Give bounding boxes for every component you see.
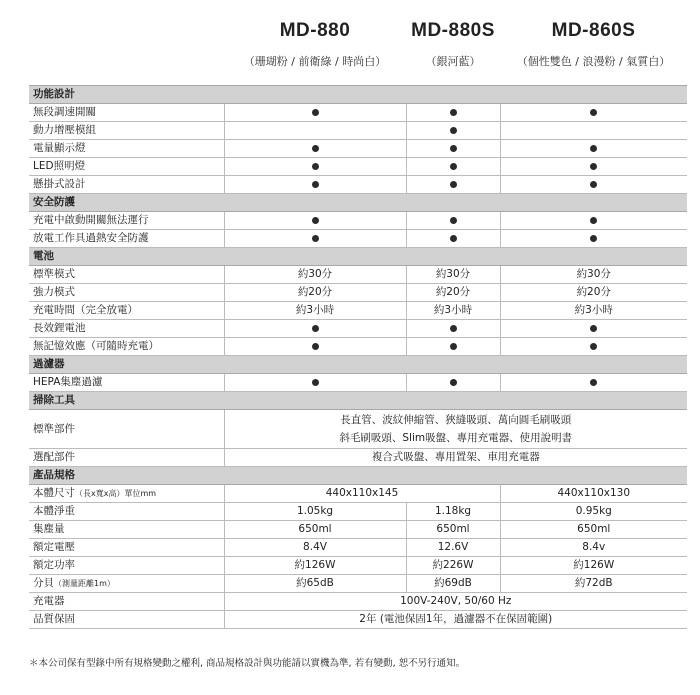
table-row [29, 176, 687, 194]
feature-dot [590, 181, 597, 188]
cell-value: 複合式吸盤、專用置架、車用充電器 [224, 449, 687, 467]
cell-value: 650ml [406, 521, 500, 539]
cell-value: 約20分 [406, 284, 500, 302]
row-label: 長效鋰電池 [29, 320, 224, 338]
cell-value: 8.4v [500, 539, 687, 557]
section-row [29, 248, 687, 266]
table-row [29, 521, 687, 539]
cell-value: 約65dB [224, 575, 406, 593]
cell-value: 2年 (電池保固1年，過濾器不在保固範圍) [224, 611, 687, 629]
model-colors: （珊瑚粉 / 前衛綠 / 時尚白） [243, 55, 387, 68]
row-label: 本體尺寸 [33, 487, 75, 499]
section-row [29, 392, 687, 410]
table-row [29, 503, 687, 521]
row-label: 動力增壓模組 [29, 122, 224, 140]
model-name: MD-880S [411, 20, 495, 41]
cell-value: 約30分 [406, 266, 500, 284]
section-row [29, 467, 687, 485]
model-name: MD-860S [551, 20, 636, 41]
row-label: 無記憶效應（可隨時充電） [29, 338, 224, 356]
feature-dot [450, 217, 457, 224]
table-row [29, 122, 687, 140]
row-label: 集塵量 [29, 521, 224, 539]
row-label: 懸掛式設計 [29, 176, 224, 194]
feature-dot [312, 379, 319, 386]
table-row [29, 575, 687, 593]
cell-value: 約126W [500, 557, 687, 575]
feature-dot [590, 235, 597, 242]
feature-dot [450, 127, 457, 134]
cell-value: 1.05kg [224, 503, 406, 521]
row-label: 無段調速開關 [29, 104, 224, 122]
row-label: 充電時間（完全放電） [29, 302, 224, 320]
cell-value: 440x110x145 [224, 485, 500, 503]
section-row [29, 86, 687, 104]
feature-dot [312, 109, 319, 116]
row-label: 分貝 [33, 577, 54, 589]
feature-dot [312, 343, 319, 350]
feature-dot [450, 163, 457, 170]
feature-dot [590, 325, 597, 332]
feature-dot [450, 145, 457, 152]
model-colors: （個性雙色 / 浪漫粉 / 氣質白） [516, 55, 671, 68]
cell-value: 440x110x130 [500, 485, 687, 503]
cell-value: 8.4V [224, 539, 406, 557]
section-tools: 掃除工具 [29, 392, 687, 410]
section-safety: 安全防護 [29, 194, 687, 212]
row-label: 充電器 [29, 593, 224, 611]
section-function: 功能設計 [29, 86, 687, 104]
table-row [29, 266, 687, 284]
section-row [29, 194, 687, 212]
table-row [29, 320, 687, 338]
table-row [29, 410, 687, 449]
table-row [29, 230, 687, 248]
row-label: 充電中啟動開關無法運行 [29, 212, 224, 230]
row-label: HEPA集塵過濾 [29, 374, 224, 392]
feature-dot [590, 163, 597, 170]
row-label: 品質保固 [29, 611, 224, 629]
table-row [29, 140, 687, 158]
feature-dot [590, 379, 597, 386]
cell-value: 12.6V [406, 539, 500, 557]
feature-dot [450, 379, 457, 386]
feature-dot [450, 325, 457, 332]
feature-dot [312, 235, 319, 242]
row-label-unit: （測量距離1m） [54, 579, 115, 588]
model-header [0, 16, 700, 76]
row-label: 本體淨重 [29, 503, 224, 521]
feature-dot [312, 325, 319, 332]
row-label-unit: （長x寬x高）單位mm [75, 489, 157, 498]
std-parts-line2: 斜毛刷吸頭、Slim吸盤、專用充電器、使用說明書 [339, 432, 573, 444]
cell-value: 0.95kg [500, 503, 687, 521]
table-row [29, 611, 687, 629]
table-row [29, 485, 687, 503]
feature-dot [590, 145, 597, 152]
cell-value: 約20分 [224, 284, 406, 302]
cell-value: 約3小時 [224, 302, 406, 320]
row-label: LED照明燈 [29, 158, 224, 176]
cell-value: 650ml [224, 521, 406, 539]
section-row [29, 356, 687, 374]
row-label: 放電工作具過熱安全防護 [29, 230, 224, 248]
model-md880s [406, 16, 500, 72]
table-row [29, 539, 687, 557]
row-label: 標準部件 [29, 410, 224, 449]
cell-value: 1.18kg [406, 503, 500, 521]
model-md880 [224, 16, 406, 72]
table-row [29, 212, 687, 230]
cell-value: 約30分 [224, 266, 406, 284]
table-row [29, 374, 687, 392]
section-filter: 過濾器 [29, 356, 687, 374]
section-battery: 電池 [29, 248, 687, 266]
cell-value: 約126W [224, 557, 406, 575]
table-row [29, 557, 687, 575]
feature-dot [450, 181, 457, 188]
cell-value: 約69dB [406, 575, 500, 593]
row-label: 額定功率 [29, 557, 224, 575]
row-label: 電量顯示燈 [29, 140, 224, 158]
model-colors: （銀河藍） [425, 55, 481, 68]
cell-value: 約3小時 [406, 302, 500, 320]
cell-value: 約30分 [500, 266, 687, 284]
cell-value: 約3小時 [500, 302, 687, 320]
feature-dot [590, 109, 597, 116]
feature-dot [312, 163, 319, 170]
row-label: 額定電壓 [29, 539, 224, 557]
cell-value: 100V-240V, 50/60 Hz [224, 593, 687, 611]
feature-dot [450, 109, 457, 116]
feature-dot [450, 235, 457, 242]
cell-value: 約20分 [500, 284, 687, 302]
feature-dot [590, 217, 597, 224]
feature-dot [312, 181, 319, 188]
feature-dot [312, 145, 319, 152]
table-row [29, 104, 687, 122]
cell-value: 650ml [500, 521, 687, 539]
feature-dot [312, 217, 319, 224]
table-row [29, 302, 687, 320]
feature-dot [590, 343, 597, 350]
row-label: 強力模式 [29, 284, 224, 302]
spec-table [29, 85, 687, 629]
table-row [29, 338, 687, 356]
section-spec: 產品規格 [29, 467, 687, 485]
model-name: MD-880 [279, 20, 351, 41]
table-row [29, 449, 687, 467]
row-label: 標準模式 [29, 266, 224, 284]
table-row [29, 158, 687, 176]
footnote: ＊本公司保有型錄中所有規格變動之權利, 商品規格設計與功能請以實機為準, 若有變動, 恕不另行通知。 [29, 658, 466, 669]
std-parts-line1: 長直管、波紋伸縮管、狹縫吸頭、萬向圓毛刷吸頭 [340, 414, 572, 426]
model-md860s [500, 16, 687, 72]
row-label: 選配部件 [29, 449, 224, 467]
feature-dot [450, 343, 457, 350]
table-row [29, 284, 687, 302]
table-row [29, 593, 687, 611]
cell-value: 約226W [406, 557, 500, 575]
cell-value: 約72dB [500, 575, 687, 593]
